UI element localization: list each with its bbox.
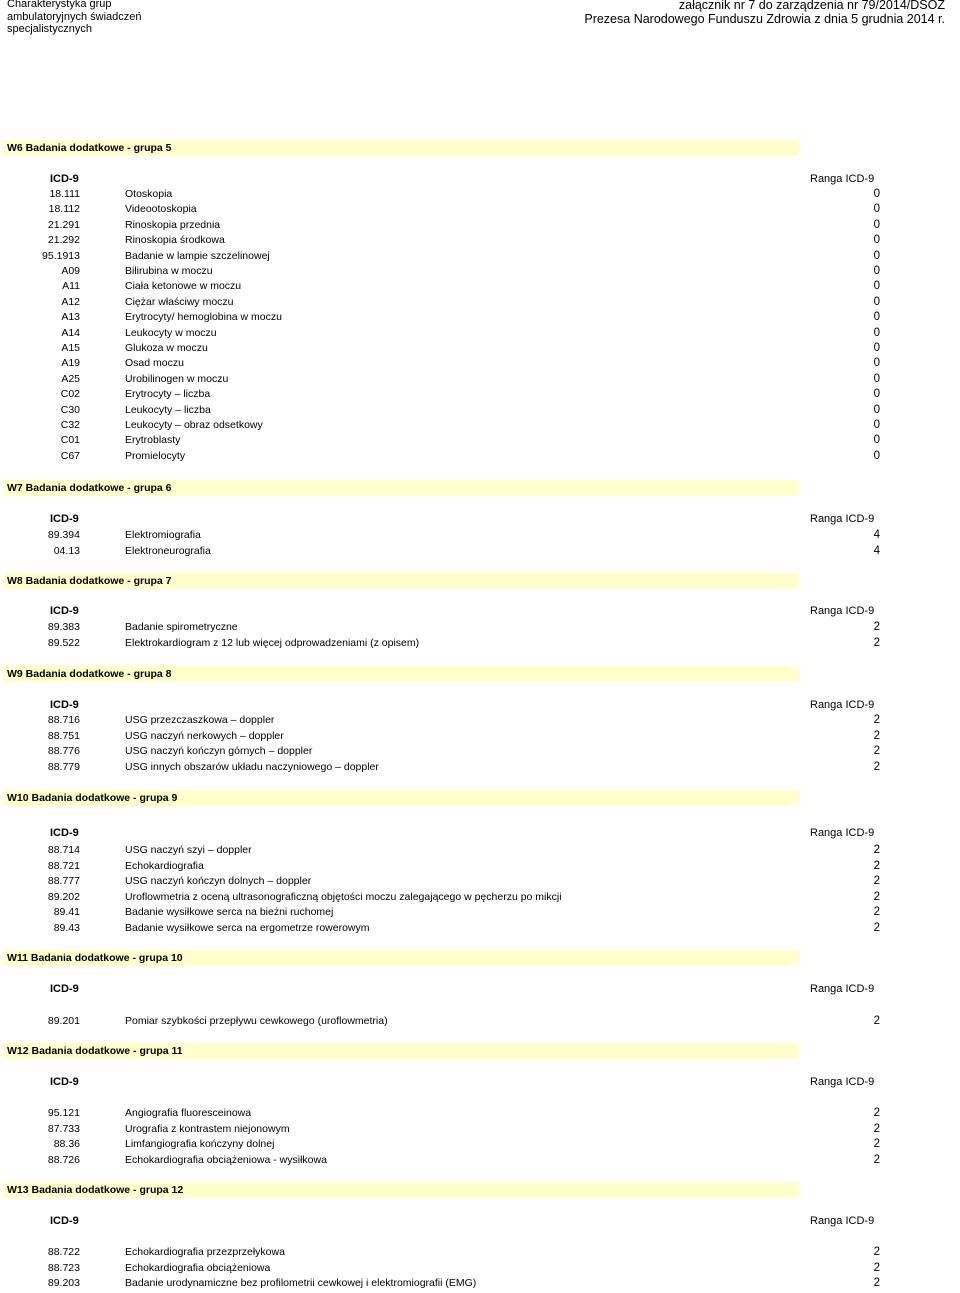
table-row bbox=[0, 326, 960, 342]
column-header-icd: ICD-9 bbox=[50, 1076, 79, 1088]
table-row bbox=[0, 433, 960, 449]
table-row bbox=[0, 264, 960, 280]
row-name: Rinoskopia przednia bbox=[125, 218, 221, 231]
row-name: Echokardiografia obciążeniowa - wysiłkowa bbox=[125, 1153, 327, 1166]
header-right bbox=[584, 0, 945, 26]
row-value: 0 bbox=[873, 218, 880, 231]
row-code: 89.394 bbox=[47, 529, 80, 541]
row-name: Urografia z kontrastem niejonowym bbox=[125, 1122, 290, 1135]
row-value: 0 bbox=[873, 434, 880, 447]
table-row bbox=[0, 356, 960, 372]
row-code: 95.1913 bbox=[42, 249, 80, 262]
row-value: 2 bbox=[873, 875, 880, 887]
row-code: 89.383 bbox=[47, 621, 80, 633]
column-header-ranga: Ranga ICD-9 bbox=[810, 173, 875, 185]
row-value: 2 bbox=[873, 890, 880, 903]
table-row bbox=[0, 620, 960, 636]
section-title: W11 Badania dodatkowe - grupa 10 bbox=[3, 950, 799, 966]
row-name: USG przezczaszkowa – doppler bbox=[125, 714, 275, 726]
column-header-ranga: Ranga ICD-9 bbox=[810, 827, 875, 839]
row-code: 88.726 bbox=[47, 1153, 80, 1166]
row-code: A09 bbox=[61, 265, 80, 277]
row-name: USG naczyń szyi – doppler bbox=[125, 844, 252, 856]
row-name: Ciała ketonowe w moczu bbox=[125, 280, 242, 293]
column-header-icd: ICD-9 bbox=[50, 983, 79, 995]
row-name: Uroflowmetria z oceną ultrasonograficzną objętości moczu zalegającego w pęcherzu po mikcji bbox=[125, 890, 562, 903]
table-row bbox=[0, 387, 960, 403]
row-name: Videootoskopia bbox=[125, 203, 197, 216]
table-row bbox=[0, 890, 960, 906]
column-header-icd: ICD-9 bbox=[50, 827, 79, 839]
row-value: 0 bbox=[873, 203, 880, 216]
table-row bbox=[0, 372, 960, 388]
table-row bbox=[0, 1106, 960, 1122]
table-row bbox=[0, 449, 960, 465]
table-row bbox=[0, 729, 960, 745]
table-row bbox=[0, 874, 960, 890]
table-row bbox=[0, 905, 960, 921]
row-code: 88.723 bbox=[47, 1261, 80, 1274]
column-header bbox=[0, 172, 960, 186]
table-row bbox=[0, 233, 960, 249]
row-name: Echokardiografia obciążeniowa bbox=[125, 1261, 271, 1274]
row-code: 18.112 bbox=[48, 203, 80, 216]
row-name: Otoskopia bbox=[125, 188, 173, 200]
row-code: 88.776 bbox=[47, 745, 80, 757]
row-code: 88.714 bbox=[47, 844, 80, 856]
row-value: 0 bbox=[873, 449, 880, 462]
row-name: Badanie wysiłkowe serca na bieżni ruchomej bbox=[125, 906, 334, 918]
section-title: W13 Badania dodatkowe - grupa 12 bbox=[3, 1182, 799, 1198]
row-value: 2 bbox=[873, 1138, 880, 1150]
table-row bbox=[0, 713, 960, 729]
row-code: 87.733 bbox=[47, 1122, 80, 1135]
row-name: Bilirubina w moczu bbox=[125, 265, 213, 277]
row-name: USG naczyń nerkowych – doppler bbox=[125, 729, 284, 742]
row-value: 2 bbox=[873, 745, 880, 757]
section-title: W6 Badania dodatkowe - grupa 5 bbox=[3, 140, 799, 156]
table-row bbox=[0, 636, 960, 652]
row-code: C02 bbox=[60, 388, 80, 401]
header-right-line: załącznik nr 7 do zarządzenia nr 79/2014/DSOZ bbox=[678, 0, 945, 12]
row-code: A13 bbox=[61, 311, 80, 324]
table-row bbox=[0, 921, 960, 937]
row-value: 0 bbox=[873, 280, 880, 293]
row-code: 89.201 bbox=[47, 1015, 80, 1027]
column-header bbox=[0, 1214, 960, 1228]
row-code: 88.751 bbox=[47, 729, 80, 742]
row-name: Elektrokardiogram z 12 lub więcej odprowadzeniami (z opisem) bbox=[125, 636, 420, 649]
column-header-ranga: Ranga ICD-9 bbox=[810, 605, 875, 617]
header-left bbox=[7, 0, 142, 36]
row-name: Leukocyty w moczu bbox=[125, 326, 217, 339]
row-code: A15 bbox=[61, 342, 80, 354]
column-header bbox=[0, 604, 960, 618]
row-code: 95.121 bbox=[47, 1107, 80, 1119]
row-name: USG naczyń kończyn dolnych – doppler bbox=[125, 875, 312, 887]
table-row bbox=[0, 310, 960, 326]
table-row bbox=[0, 1245, 960, 1261]
column-header-ranga: Ranga ICD-9 bbox=[810, 513, 875, 525]
header-right-line: Prezesa Narodowego Funduszu Zdrowia z dnia 5 grudnia 2014 r. bbox=[584, 12, 945, 26]
table-row bbox=[0, 341, 960, 357]
row-value: 0 bbox=[873, 372, 880, 385]
row-code: 89.43 bbox=[53, 921, 80, 934]
column-header-icd: ICD-9 bbox=[50, 513, 79, 525]
table-row bbox=[0, 418, 960, 434]
header-left-line: specjalistycznych bbox=[7, 23, 92, 35]
row-code: 21.292 bbox=[47, 234, 80, 247]
row-code: 88.779 bbox=[47, 760, 80, 773]
column-header bbox=[0, 698, 960, 712]
row-value: 2 bbox=[873, 636, 880, 649]
row-value: 2 bbox=[873, 1015, 880, 1027]
row-code: 21.291 bbox=[47, 218, 80, 231]
row-value: 2 bbox=[873, 1246, 880, 1258]
table-row bbox=[0, 1122, 960, 1138]
column-header bbox=[0, 512, 960, 526]
row-value: 4 bbox=[873, 529, 880, 541]
table-row bbox=[0, 843, 960, 859]
row-value: 2 bbox=[873, 1277, 880, 1289]
table-row bbox=[0, 187, 960, 203]
row-name: Erytrocyty – liczba bbox=[125, 388, 211, 401]
column-header-icd: ICD-9 bbox=[50, 699, 79, 711]
row-value: 0 bbox=[873, 388, 880, 401]
header-left-line: ambulatoryjnych świadczeń bbox=[7, 10, 142, 23]
table-row bbox=[0, 1276, 960, 1292]
table-row bbox=[0, 859, 960, 875]
row-name: Pomiar szybkości przepływu cewkowego (uroflowmetria) bbox=[125, 1015, 388, 1027]
row-code: C67 bbox=[60, 449, 80, 462]
row-code: 89.522 bbox=[47, 636, 80, 649]
row-code: 89.41 bbox=[53, 906, 80, 918]
row-code: 89.202 bbox=[47, 890, 80, 903]
row-name: Ciężar właściwy moczu bbox=[125, 295, 234, 308]
column-header-icd: ICD-9 bbox=[50, 605, 79, 617]
table-row bbox=[0, 744, 960, 760]
row-name: USG innych obszarów układu naczyniowego – doppler bbox=[125, 760, 379, 773]
row-value: 0 bbox=[873, 188, 880, 200]
row-value: 2 bbox=[873, 729, 880, 742]
table-row bbox=[0, 295, 960, 311]
column-header-ranga: Ranga ICD-9 bbox=[810, 699, 875, 711]
table-row bbox=[0, 249, 960, 265]
row-name: Echokardiografia bbox=[125, 859, 204, 872]
row-code: 89.203 bbox=[47, 1277, 80, 1289]
row-name: Osad moczu bbox=[125, 357, 184, 370]
row-code: C30 bbox=[60, 403, 80, 416]
row-code: 18.111 bbox=[49, 188, 80, 200]
row-value: 2 bbox=[873, 760, 880, 773]
row-code: A25 bbox=[61, 372, 80, 385]
row-name: Badanie w lampie szczelinowej bbox=[125, 249, 270, 262]
row-value: 2 bbox=[873, 1122, 880, 1135]
column-header bbox=[0, 826, 960, 840]
column-header-ranga: Ranga ICD-9 bbox=[810, 1215, 875, 1227]
row-code: 88.777 bbox=[47, 875, 80, 887]
table-row bbox=[0, 1261, 960, 1277]
section-title: W10 Badania dodatkowe - grupa 9 bbox=[3, 790, 799, 806]
row-name: Rinoskopia środkowa bbox=[125, 234, 225, 247]
section-title: W12 Badania dodatkowe - grupa 11 bbox=[3, 1043, 799, 1059]
section-title: W9 Badania dodatkowe - grupa 8 bbox=[3, 666, 799, 682]
row-name: Badanie wysiłkowe serca na ergometrze rowerowym bbox=[125, 921, 370, 934]
row-name: Promielocyty bbox=[125, 449, 186, 462]
column-header-icd: ICD-9 bbox=[50, 173, 79, 185]
row-value: 2 bbox=[873, 844, 880, 856]
row-code: 88.722 bbox=[47, 1246, 80, 1258]
table-row bbox=[0, 279, 960, 295]
row-code: A11 bbox=[62, 280, 80, 293]
table-row bbox=[0, 218, 960, 234]
table-row bbox=[0, 202, 960, 218]
row-value: 0 bbox=[873, 249, 880, 262]
row-name: Limfangiografia kończyny dolnej bbox=[125, 1138, 275, 1150]
row-name: Badanie spirometryczne bbox=[125, 621, 238, 633]
row-value: 0 bbox=[873, 403, 880, 416]
row-name: Angiografia fluoresceinowa bbox=[125, 1107, 252, 1119]
table-row bbox=[0, 760, 960, 776]
row-code: C01 bbox=[60, 434, 80, 447]
row-value: 0 bbox=[873, 234, 880, 247]
row-value: 2 bbox=[873, 1153, 880, 1166]
row-name: Erytrocyty/ hemoglobina w moczu bbox=[125, 311, 282, 324]
row-value: 2 bbox=[873, 1107, 880, 1119]
row-name: USG naczyń kończyn górnych – doppler bbox=[125, 745, 313, 757]
row-value: 0 bbox=[873, 326, 880, 339]
row-code: A12 bbox=[61, 295, 80, 308]
row-name: Glukoza w moczu bbox=[125, 342, 208, 354]
column-header-ranga: Ranga ICD-9 bbox=[810, 1076, 875, 1088]
table-row bbox=[0, 544, 960, 560]
table-row bbox=[0, 1014, 960, 1030]
section-title: W8 Badania dodatkowe - grupa 7 bbox=[3, 573, 799, 589]
column-header-ranga: Ranga ICD-9 bbox=[810, 983, 875, 995]
header-left-line: Charakterystyka grup bbox=[7, 0, 112, 10]
row-value: 4 bbox=[873, 544, 880, 557]
section-title: W7 Badania dodatkowe - grupa 6 bbox=[3, 480, 799, 496]
row-value: 0 bbox=[873, 342, 880, 354]
table-row bbox=[0, 403, 960, 419]
row-value: 2 bbox=[873, 921, 880, 934]
row-value: 2 bbox=[873, 1261, 880, 1274]
row-code: A19 bbox=[61, 357, 80, 370]
row-value: 0 bbox=[873, 295, 880, 308]
row-value: 2 bbox=[873, 621, 880, 633]
column-header-icd: ICD-9 bbox=[50, 1215, 79, 1227]
row-name: Echokardiografia przezprzełykowa bbox=[125, 1246, 285, 1258]
row-name: Leukocyty – obraz odsetkowy bbox=[125, 419, 263, 431]
row-name: Leukocyty – liczba bbox=[125, 403, 211, 416]
row-value: 0 bbox=[873, 265, 880, 277]
row-name: Elektroneurografia bbox=[125, 544, 211, 557]
row-code: 88.721 bbox=[47, 859, 80, 872]
table-row bbox=[0, 528, 960, 544]
row-value: 0 bbox=[873, 419, 880, 431]
row-name: Elektromiografia bbox=[125, 529, 201, 541]
row-name: Badanie urodynamiczne bez profilometrii cewkowej i elektromiografii (EMG) bbox=[125, 1277, 477, 1289]
row-value: 0 bbox=[873, 311, 880, 324]
row-code: 04.13 bbox=[53, 544, 80, 557]
row-code: C32 bbox=[60, 419, 80, 431]
row-value: 2 bbox=[873, 859, 880, 872]
table-row bbox=[0, 1137, 960, 1153]
row-value: 2 bbox=[873, 714, 880, 726]
row-code: 88.716 bbox=[47, 714, 80, 726]
row-name: Urobilinogen w moczu bbox=[125, 372, 229, 385]
row-code: 88.36 bbox=[53, 1138, 80, 1150]
row-code: A14 bbox=[61, 326, 80, 339]
column-header bbox=[0, 1075, 960, 1089]
column-header bbox=[0, 982, 960, 996]
row-name: Erytroblasty bbox=[125, 434, 181, 447]
table-row bbox=[0, 1153, 960, 1169]
row-value: 0 bbox=[873, 357, 880, 370]
row-value: 2 bbox=[873, 906, 880, 918]
